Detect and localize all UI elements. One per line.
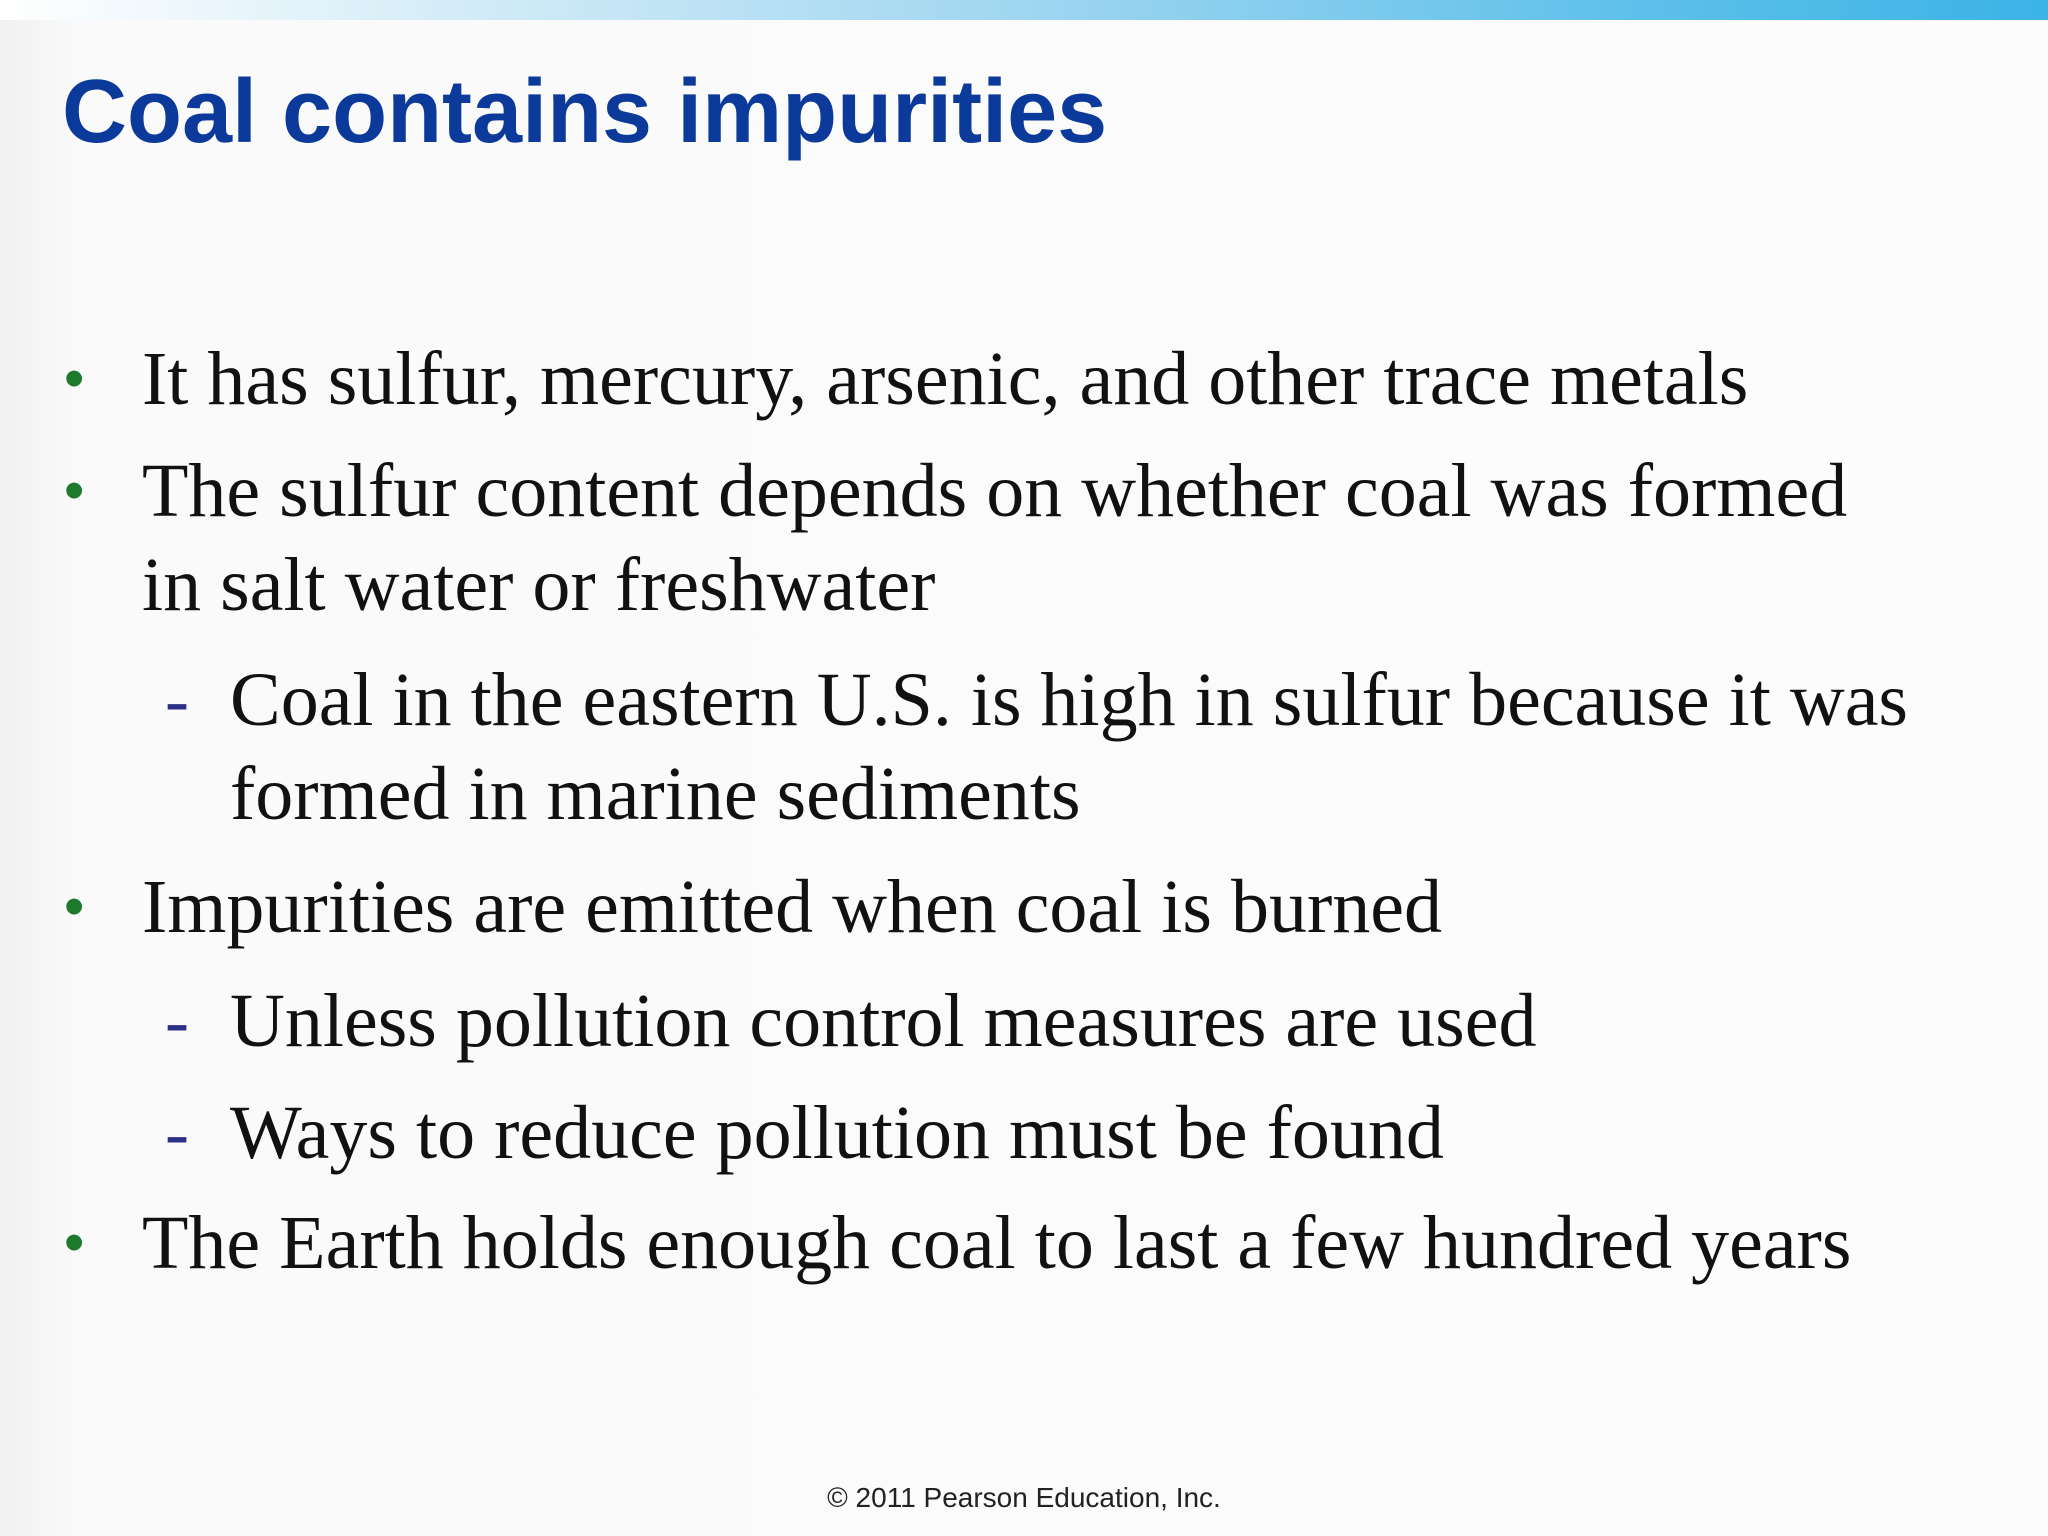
sub-bullet-dash-icon: - bbox=[165, 660, 189, 740]
bullet-text-continuation: in salt water or freshwater bbox=[142, 543, 936, 627]
bullet-text: It has sulfur, mercury, arsenic, and other trace metals bbox=[142, 337, 1749, 421]
bullet-text: Impurities are emitted when coal is burned bbox=[142, 865, 1443, 949]
bullet-text: The Earth holds enough coal to last a few hundred years bbox=[142, 1201, 1852, 1285]
sub-bullet-text: Unless pollution control measures are used bbox=[230, 979, 1537, 1063]
bullet-icon: • bbox=[64, 1210, 85, 1275]
sub-bullet-dash-icon: - bbox=[165, 981, 189, 1061]
bullet-icon: • bbox=[64, 346, 85, 411]
slide-title: Coal contains impurities bbox=[62, 62, 1108, 162]
bullet-text: The sulfur content depends on whether coal was formed bbox=[142, 449, 1848, 533]
bullet-icon: • bbox=[64, 458, 85, 523]
sub-bullet-text: Ways to reduce pollution must be found bbox=[230, 1091, 1444, 1175]
bullet-icon: • bbox=[64, 874, 85, 939]
sub-bullet-text-continuation: formed in marine sediments bbox=[230, 752, 1081, 836]
sub-bullet-dash-icon: - bbox=[165, 1093, 189, 1173]
copyright-footer: © 2011 Pearson Education, Inc. bbox=[827, 1482, 1221, 1513]
sub-bullet-text: Coal in the eastern U.S. is high in sulfur because it was bbox=[230, 658, 1909, 742]
